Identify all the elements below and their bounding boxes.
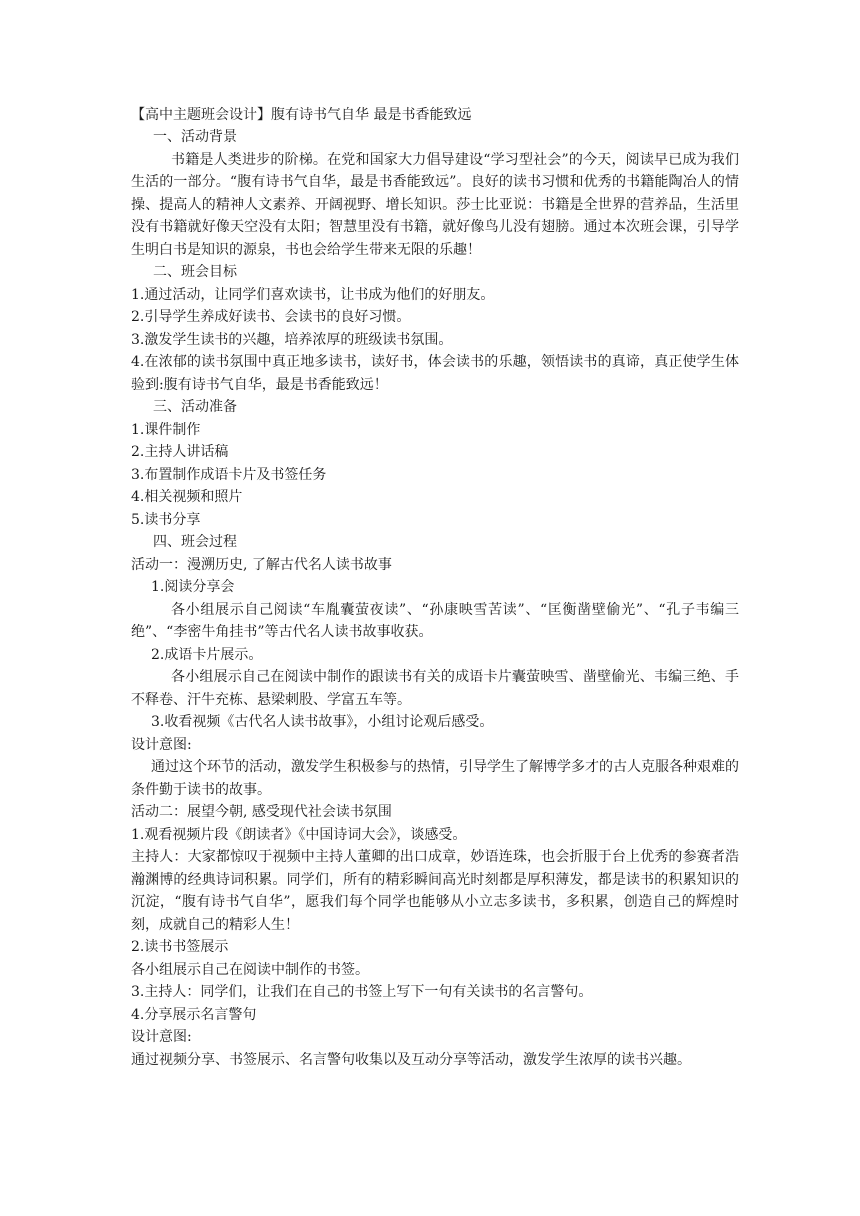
activity-one-title: 活动一：漫溯历史, 了解古代名人读书故事 (131, 556, 392, 573)
preparation-item: 1.课件制作 (131, 421, 201, 438)
preparation-item: 5.读书分享 (131, 511, 201, 528)
activity-one-subitem: 2.成语卡片展示。 (151, 646, 263, 663)
activity-one-paragraph: 各小组展示自己在阅读中制作的跟读书有关的成语卡片囊萤映雪、凿壁偷光、韦编三绝、手不释卷、汗牛充栋、悬梁刺股、学富五车等。 (131, 669, 739, 708)
activity-one-subitem: 3.收看视频《古代名人读书故事》，小组讨论观后感受。 (151, 714, 494, 730)
background-paragraph: 书籍是人类进步的阶梯。在党和国家大力倡导建设“学习型社会”的今天，阅读早已成为我们生活的一部分。“腹有诗书气自华，最是书香能致远”。良好的读书习惯和优秀的书籍能陶冶人的情操、提高人的精神人文素养、开阔视野、增长知识。莎士比亚说：书籍是全世界的营养品，生活里没有书籍就好像天空没有太阳；智慧里没有书籍，就好像鸟儿没有翅膀。通过本次班会课，引导学生明白书是知识的源泉，书也会给学生带来无限的乐趣！ (131, 151, 739, 258)
document-title: 【高中主题班会设计】腹有诗书气自华 最是书香能致远 (131, 107, 472, 123)
activity-two-title: 活动二：展望今朝, 感受现代社会读书氛围 (131, 804, 392, 820)
preparation-item: 3.布置制作成语卡片及书签任务 (131, 466, 327, 483)
activity-two-paragraph: 各小组展示自己在阅读中制作的书签。 (131, 961, 369, 978)
host-speech-paragraph: 主持人：大家都惊叹于视频中主持人董卿的出口成章，妙语连珠，也会折服于台上优秀的参赛者浩瀚渊博的经典诗词积累。同学们，所有的精彩瞬间高光时刻都是厚积薄发，都是读书的积累知识的沉淀，“腹有诗书气自华”，愿我们每个同学也能够从小立志多读书，多积累，创造自己的辉煌时刻，成就自己的精彩人生！ (131, 849, 739, 933)
goal-item: 4.在浓郁的读书氛围中真正地多读书，读好书，体会读书的乐趣，领悟读书的真谛，真正使学生体验到:腹有诗书气自华，最是书香能致远！ (131, 354, 739, 393)
activity-one-subitem: 1.阅读分享会 (151, 579, 235, 595)
design-intent-paragraph: 通过视频分享、书签展示、名言警句收集以及互动分享等活动，激发学生浓厚的读书兴趣。 (131, 1051, 691, 1068)
activity-two-item: 2.读书书签展示 (131, 939, 229, 955)
preparation-item: 2.主持人讲话稿 (131, 444, 229, 460)
goal-item: 1.通过活动，让同学们喜欢读书，让书成为他们的好朋友。 (131, 286, 495, 303)
design-intent-label: 设计意图: (131, 736, 192, 753)
design-intent-label: 设计意图: (131, 1029, 192, 1045)
goal-item: 3.激发学生读书的兴趣，培养浓厚的班级读书氛围。 (131, 331, 453, 348)
section-heading-background: 一、活动背景 (153, 129, 237, 145)
section-heading-process: 四、班会过程 (153, 534, 237, 550)
section-heading-preparation: 三、活动准备 (153, 399, 237, 415)
preparation-item: 4.相关视频和照片 (131, 489, 243, 505)
activity-one-paragraph: 各小组展示自己阅读“车胤囊萤夜读”、“孙康映雪苦读”、“匡衡凿壁偷光”、“孔子韦编三绝”、“李密牛角挂书”等古代名人读书故事收获。 (131, 601, 739, 640)
section-heading-goals: 二、班会目标 (153, 264, 237, 280)
document-page (131, 104, 739, 1071)
activity-two-item: 1.观看视频片段《朗读者》《中国诗词大会》，谈感受。 (131, 826, 467, 843)
goal-item: 2.引导学生养成好读书、会读书的良好习惯。 (131, 309, 411, 325)
activity-two-item: 3.主持人：同学们，让我们在自己的书签上写下一句有关读书的名言警句。 (131, 984, 593, 1000)
design-intent-paragraph: 通过这个环节的活动，激发学生积极参与的热情，引导学生了解博学多才的古人克服各种艰难的条件勤于读书的故事。 (131, 759, 739, 798)
activity-two-item: 4.分享展示名言警句 (131, 1006, 257, 1023)
